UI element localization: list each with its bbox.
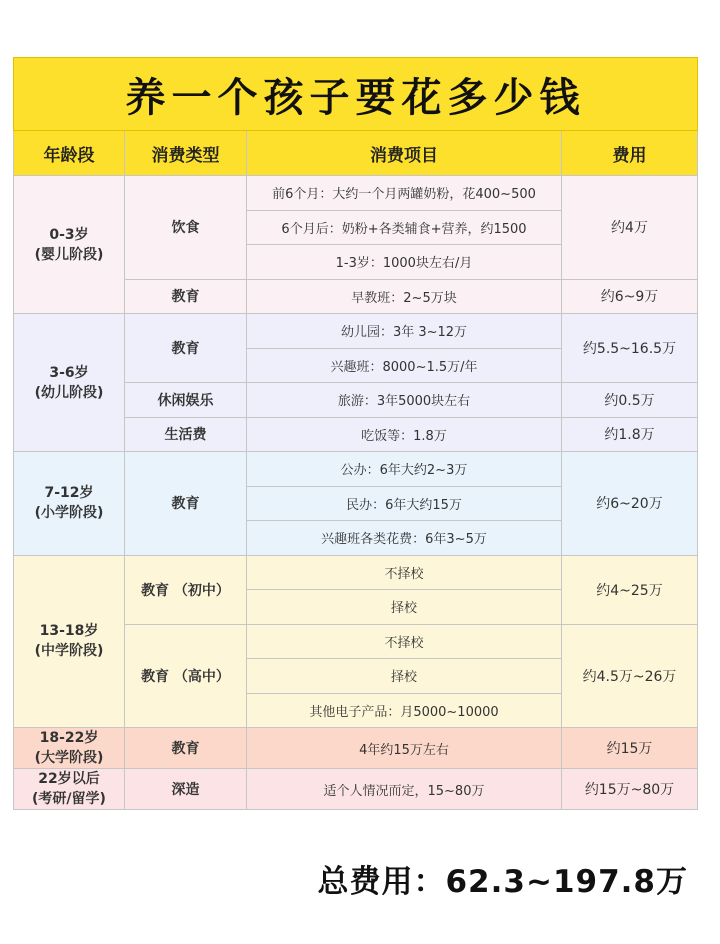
cost-cell: 约4.5万~26万 bbox=[562, 624, 698, 728]
page-title: 养一个孩子要花多少钱 bbox=[14, 58, 698, 131]
age-stage-cell bbox=[14, 728, 125, 769]
age-stage-cell bbox=[14, 555, 125, 728]
cost-cell: 约4万 bbox=[562, 176, 698, 280]
item-cell: 旅游：3年5000块左右 bbox=[247, 383, 562, 418]
item-cell: 其他电子产品：月5000~10000 bbox=[247, 693, 562, 728]
table-row bbox=[14, 176, 698, 211]
cost-cell: 约0.5万 bbox=[562, 383, 698, 418]
age-stage-cell bbox=[14, 176, 125, 314]
age-stage-cell bbox=[14, 452, 125, 556]
age-stage-cell bbox=[14, 314, 125, 452]
cost-cell: 约15万 bbox=[562, 728, 698, 769]
item-cell: 早教班：2~5万块 bbox=[247, 279, 562, 314]
age-range: 18-22岁 bbox=[39, 730, 99, 746]
item-cell: 吃饭等：1.8万 bbox=[247, 417, 562, 452]
category-cell: 深造 bbox=[125, 769, 247, 810]
age-stage-cell bbox=[14, 769, 125, 810]
header-item: 消费项目 bbox=[247, 131, 562, 176]
total-cost: 总费用：62.3~197.8万 bbox=[317, 864, 688, 900]
category-cell: 教育 （高中） bbox=[125, 624, 247, 728]
category-cell: 教育 bbox=[125, 452, 247, 556]
age-range: 22岁以后 bbox=[38, 771, 100, 787]
category-cell: 教育 （初中） bbox=[125, 555, 247, 624]
header-cost: 费用 bbox=[562, 131, 698, 176]
item-cell: 幼儿园：3年 3~12万 bbox=[247, 314, 562, 349]
cost-cell: 约15万~80万 bbox=[562, 769, 698, 810]
item-cell: 不择校 bbox=[247, 555, 562, 590]
cost-table bbox=[13, 57, 698, 810]
age-label: (小学阶段) bbox=[34, 505, 104, 522]
category-cell: 生活费 bbox=[125, 417, 247, 452]
age-range: 3-6岁 bbox=[49, 364, 89, 381]
item-cell: 择校 bbox=[247, 590, 562, 625]
age-range: 7-12岁 bbox=[44, 485, 94, 502]
item-cell: 公办：6年大约2~3万 bbox=[247, 452, 562, 487]
age-range: 13-18岁 bbox=[39, 623, 99, 640]
cost-cell: 约6~20万 bbox=[562, 452, 698, 556]
item-cell: 1-3岁：1000块左右/月 bbox=[247, 245, 562, 280]
table-row bbox=[14, 452, 698, 487]
category-cell: 教育 bbox=[125, 279, 247, 314]
table-row bbox=[14, 555, 698, 590]
table-row bbox=[14, 314, 698, 349]
age-label: (大学阶段) bbox=[34, 750, 104, 766]
item-cell: 不择校 bbox=[247, 624, 562, 659]
header-row bbox=[14, 131, 698, 176]
age-label: (中学阶段) bbox=[34, 643, 104, 660]
cost-cell: 约1.8万 bbox=[562, 417, 698, 452]
table-row bbox=[14, 769, 698, 810]
age-label: (婴儿阶段) bbox=[34, 246, 104, 263]
age-label: (幼儿阶段) bbox=[34, 384, 104, 401]
category-cell: 教育 bbox=[125, 728, 247, 769]
item-cell: 6个月后：奶粉+各类辅食+营养，约1500 bbox=[247, 210, 562, 245]
item-cell: 适个人情况而定，15~80万 bbox=[247, 769, 562, 810]
item-cell: 4年约15万左右 bbox=[247, 728, 562, 769]
header-age: 年龄段 bbox=[14, 131, 125, 176]
item-cell: 择校 bbox=[247, 659, 562, 694]
category-cell: 休闲娱乐 bbox=[125, 383, 247, 418]
cost-cell: 约4~25万 bbox=[562, 555, 698, 624]
item-cell: 兴趣班各类花费：6年3~5万 bbox=[247, 521, 562, 556]
age-label: (考研/留学) bbox=[32, 791, 106, 807]
category-cell: 饮食 bbox=[125, 176, 247, 280]
table-row bbox=[14, 728, 698, 769]
item-cell: 前6个月：大约一个月两罐奶粉，花400~500 bbox=[247, 176, 562, 211]
age-range: 0-3岁 bbox=[49, 226, 89, 243]
item-cell: 民办：6年大约15万 bbox=[247, 486, 562, 521]
header-category: 消费类型 bbox=[125, 131, 247, 176]
item-cell: 兴趣班：8000~1.5万/年 bbox=[247, 348, 562, 383]
cost-cell: 约5.5~16.5万 bbox=[562, 314, 698, 383]
cost-cell: 约6~9万 bbox=[562, 279, 698, 314]
category-cell: 教育 bbox=[125, 314, 247, 383]
